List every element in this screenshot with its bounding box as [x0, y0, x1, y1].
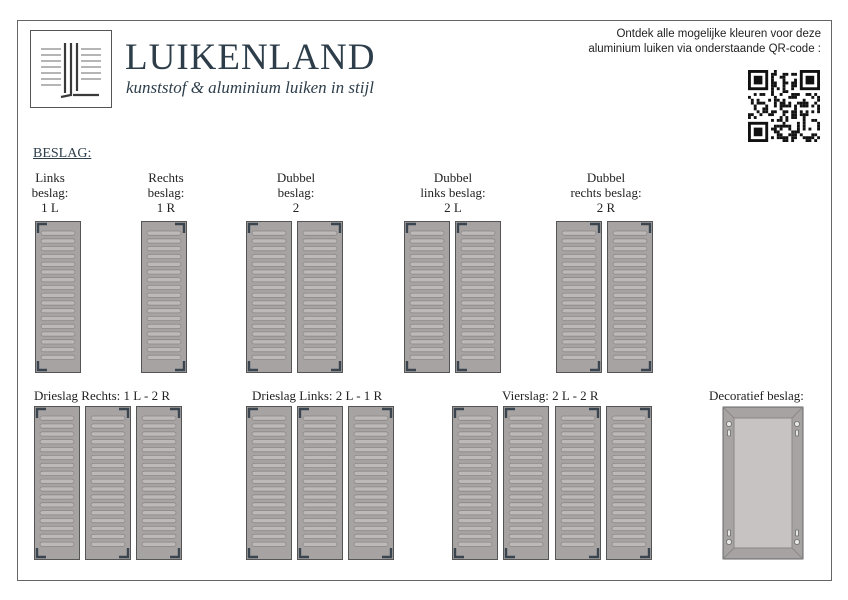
shutter-louvres-icon	[503, 406, 549, 560]
label-rechts-beslag	[138, 170, 194, 215]
shutter-louvres-icon	[141, 221, 187, 373]
shutter-vierslag-3	[555, 406, 601, 560]
shutter-louvres-icon	[606, 406, 652, 560]
shutter-louvres-icon	[85, 406, 131, 560]
shutter-vierslag-1	[452, 406, 498, 560]
shutter-drieslag-links-1	[246, 406, 292, 560]
shutter-louvres-icon	[555, 406, 601, 560]
shutter-louvres-icon	[348, 406, 394, 560]
label-line: 1 R	[156, 200, 176, 215]
shutter-dubbel-links-left	[404, 221, 450, 373]
shutter-louvres-icon	[297, 221, 343, 373]
label-line: 2 R	[596, 200, 616, 215]
shutter-drieslag-rechts-1	[34, 406, 80, 560]
label-line: Links	[35, 170, 65, 185]
label-dubbel-beslag	[266, 170, 326, 215]
label-line: links beslag:	[420, 185, 486, 200]
shutter-dubbel-rechts-right	[607, 221, 653, 373]
qr-note	[541, 27, 821, 57]
label-line: 2 L	[444, 200, 462, 215]
label-line: Rechts	[148, 170, 184, 185]
label-line: Dubbel	[586, 170, 626, 185]
label-drieslag-links: Drieslag Links: 2 L - 1 R	[252, 388, 383, 403]
logo-mark-icon	[31, 31, 111, 107]
label-dubbel-links-beslag	[408, 170, 498, 215]
label-decoratief-beslag: Decoratief beslag:	[709, 388, 804, 403]
label-line: 2	[292, 200, 300, 215]
label-line: beslag:	[277, 185, 315, 200]
shutter-links-beslag	[35, 221, 81, 373]
shutter-louvres-icon	[136, 406, 182, 560]
label-vierslag: Vierslag: 2 L - 2 R	[502, 388, 599, 403]
shutter-louvres-icon	[297, 406, 343, 560]
shutter-drieslag-rechts-2	[85, 406, 131, 560]
qr-note-line-1: Ontdek alle mogelijke kleuren voor deze	[616, 28, 821, 40]
shutter-vierslag-2	[503, 406, 549, 560]
shutter-dubbel-left	[246, 221, 292, 373]
shutter-decoratief	[722, 406, 804, 560]
shutter-louvres-icon	[246, 406, 292, 560]
decorative-shutter-icon	[722, 406, 804, 560]
shutter-drieslag-links-3	[348, 406, 394, 560]
shutter-louvres-icon	[35, 221, 81, 373]
brand-name: LUIKENLAND	[125, 37, 376, 78]
label-dubbel-rechts-beslag	[558, 170, 654, 215]
label-line: 1 L	[41, 200, 59, 215]
logo	[30, 30, 112, 108]
label-line: Dubbel	[433, 170, 473, 185]
brand-tagline: kunststof & aluminium luiken in stijl	[126, 78, 374, 97]
shutter-dubbel-links-right	[455, 221, 501, 373]
section-heading: BESLAG:	[33, 146, 92, 161]
qr-note-line-2: aluminium luiken via onderstaande QR-code :	[588, 43, 821, 55]
shutter-louvres-icon	[455, 221, 501, 373]
shutter-dubbel-rechts-left	[556, 221, 602, 373]
label-line: Dubbel	[276, 170, 316, 185]
shutter-drieslag-rechts-3	[136, 406, 182, 560]
qr-code-icon	[748, 70, 820, 142]
shutter-louvres-icon	[556, 221, 602, 373]
label-links-beslag	[30, 170, 70, 215]
shutter-louvres-icon	[452, 406, 498, 560]
shutter-louvres-icon	[607, 221, 653, 373]
shutter-vierslag-4	[606, 406, 652, 560]
shutter-drieslag-links-2	[297, 406, 343, 560]
shutter-louvres-icon	[404, 221, 450, 373]
qr-code[interactable]	[748, 70, 820, 147]
shutter-rechts-beslag	[141, 221, 187, 373]
shutter-dubbel-right	[297, 221, 343, 373]
label-line: beslag:	[147, 185, 185, 200]
label-line: beslag:	[31, 185, 69, 200]
label-line: rechts beslag:	[570, 185, 642, 200]
shutter-louvres-icon	[34, 406, 80, 560]
shutter-louvres-icon	[246, 221, 292, 373]
label-drieslag-rechts: Drieslag Rechts: 1 L - 2 R	[34, 388, 170, 403]
